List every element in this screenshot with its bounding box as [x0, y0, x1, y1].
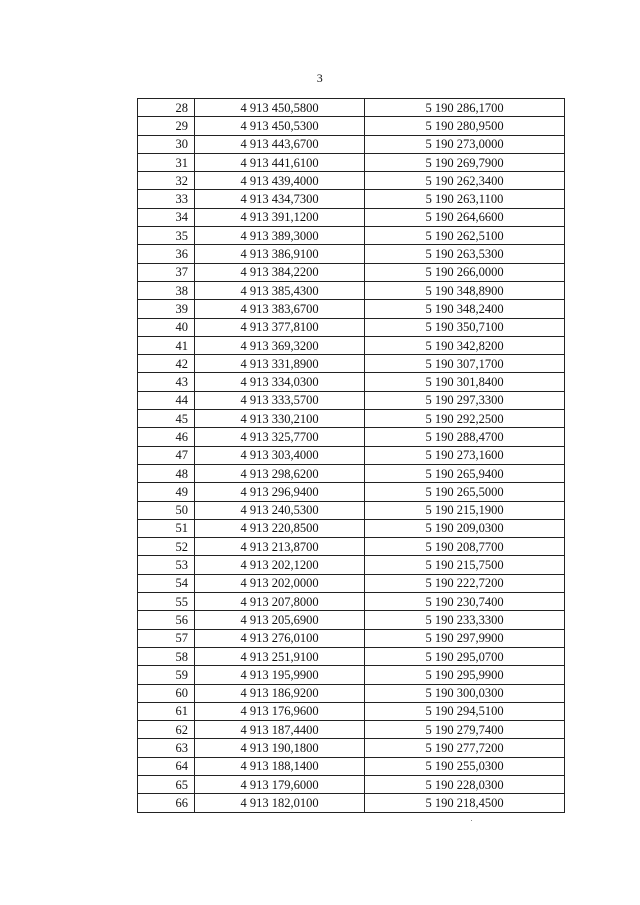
- page-number: 3: [316, 71, 324, 85]
- x-coordinate-cell: 4 913 188,1400: [195, 757, 365, 775]
- x-coordinate-cell: 4 913 385,4300: [195, 281, 365, 299]
- x-coordinate-cell: 4 913 186,9200: [195, 684, 365, 702]
- point-number-cell: 59: [138, 666, 195, 684]
- point-number-cell: 43: [138, 373, 195, 391]
- x-coordinate-cell: 4 913 205,6900: [195, 611, 365, 629]
- point-number-cell: 60: [138, 684, 195, 702]
- y-coordinate-cell: 5 190 222,7200: [365, 574, 565, 592]
- point-number-cell: 52: [138, 538, 195, 556]
- y-coordinate-cell: 5 190 350,7100: [365, 318, 565, 336]
- x-coordinate-cell: 4 913 441,6100: [195, 153, 365, 171]
- point-number-cell: 49: [138, 483, 195, 501]
- x-coordinate-cell: 4 913 386,9100: [195, 245, 365, 263]
- table-row: [138, 629, 565, 647]
- table-row: [138, 281, 565, 299]
- table-row: [138, 336, 565, 354]
- point-number-cell: 47: [138, 446, 195, 464]
- y-coordinate-cell: 5 190 295,9900: [365, 666, 565, 684]
- coordinates-table-body: [138, 99, 565, 813]
- point-number-cell: 61: [138, 702, 195, 720]
- y-coordinate-cell: 5 190 265,9400: [365, 464, 565, 482]
- point-number-cell: 55: [138, 593, 195, 611]
- y-coordinate-cell: 5 190 233,3300: [365, 611, 565, 629]
- y-coordinate-cell: 5 190 307,1700: [365, 355, 565, 373]
- x-coordinate-cell: 4 913 389,3000: [195, 227, 365, 245]
- y-coordinate-cell: 5 190 265,5000: [365, 483, 565, 501]
- point-number-cell: 28: [138, 99, 195, 117]
- y-coordinate-cell: 5 190 342,8200: [365, 336, 565, 354]
- point-number-cell: 41: [138, 336, 195, 354]
- y-coordinate-cell: 5 190 280,9500: [365, 117, 565, 135]
- y-coordinate-cell: 5 190 263,1100: [365, 190, 565, 208]
- table-row: [138, 666, 565, 684]
- table-row: [138, 647, 565, 665]
- y-coordinate-cell: 5 190 279,7400: [365, 721, 565, 739]
- table-row: [138, 702, 565, 720]
- y-coordinate-cell: 5 190 288,4700: [365, 428, 565, 446]
- table-row: [138, 446, 565, 464]
- y-coordinate-cell: 5 190 269,7900: [365, 153, 565, 171]
- table-row: [138, 208, 565, 226]
- point-number-cell: 48: [138, 464, 195, 482]
- point-number-cell: 31: [138, 153, 195, 171]
- table-row: [138, 519, 565, 537]
- y-coordinate-cell: 5 190 215,1900: [365, 501, 565, 519]
- table-row: [138, 483, 565, 501]
- table-row: [138, 318, 565, 336]
- table-row: [138, 721, 565, 739]
- x-coordinate-cell: 4 913 187,4400: [195, 721, 365, 739]
- point-number-cell: 30: [138, 135, 195, 153]
- y-coordinate-cell: 5 190 294,5100: [365, 702, 565, 720]
- y-coordinate-cell: 5 190 297,9900: [365, 629, 565, 647]
- point-number-cell: 51: [138, 519, 195, 537]
- table-row: [138, 593, 565, 611]
- table-row: [138, 300, 565, 318]
- x-coordinate-cell: 4 913 333,5700: [195, 391, 365, 409]
- y-coordinate-cell: 5 190 292,2500: [365, 410, 565, 428]
- y-coordinate-cell: 5 190 230,7400: [365, 593, 565, 611]
- table-row: [138, 410, 565, 428]
- y-coordinate-cell: 5 190 208,7700: [365, 538, 565, 556]
- point-number-cell: 46: [138, 428, 195, 446]
- x-coordinate-cell: 4 913 330,2100: [195, 410, 365, 428]
- x-coordinate-cell: 4 913 383,6700: [195, 300, 365, 318]
- point-number-cell: 45: [138, 410, 195, 428]
- table-row: [138, 428, 565, 446]
- x-coordinate-cell: 4 913 251,9100: [195, 647, 365, 665]
- point-number-cell: 53: [138, 556, 195, 574]
- x-coordinate-cell: 4 913 331,8900: [195, 355, 365, 373]
- x-coordinate-cell: 4 913 369,3200: [195, 336, 365, 354]
- x-coordinate-cell: 4 913 276,0100: [195, 629, 365, 647]
- point-number-cell: 44: [138, 391, 195, 409]
- table-row: [138, 538, 565, 556]
- x-coordinate-cell: 4 913 195,9900: [195, 666, 365, 684]
- table-row: [138, 556, 565, 574]
- y-coordinate-cell: 5 190 263,5300: [365, 245, 565, 263]
- point-number-cell: 56: [138, 611, 195, 629]
- table-row: [138, 172, 565, 190]
- y-coordinate-cell: 5 190 209,0300: [365, 519, 565, 537]
- y-coordinate-cell: 5 190 266,0000: [365, 263, 565, 281]
- x-coordinate-cell: 4 913 298,6200: [195, 464, 365, 482]
- table-row: [138, 263, 565, 281]
- x-coordinate-cell: 4 913 213,8700: [195, 538, 365, 556]
- table-row: [138, 501, 565, 519]
- x-coordinate-cell: 4 913 439,4000: [195, 172, 365, 190]
- point-number-cell: 35: [138, 227, 195, 245]
- point-number-cell: 32: [138, 172, 195, 190]
- y-coordinate-cell: 5 190 215,7500: [365, 556, 565, 574]
- y-coordinate-cell: 5 190 273,1600: [365, 446, 565, 464]
- point-number-cell: 42: [138, 355, 195, 373]
- point-number-cell: 38: [138, 281, 195, 299]
- table-row: [138, 464, 565, 482]
- x-coordinate-cell: 4 913 202,1200: [195, 556, 365, 574]
- x-coordinate-cell: 4 913 190,1800: [195, 739, 365, 757]
- x-coordinate-cell: 4 913 240,5300: [195, 501, 365, 519]
- table-row: [138, 739, 565, 757]
- point-number-cell: 66: [138, 794, 195, 812]
- point-number-cell: 40: [138, 318, 195, 336]
- point-number-cell: 39: [138, 300, 195, 318]
- y-coordinate-cell: 5 190 255,0300: [365, 757, 565, 775]
- table-row: [138, 355, 565, 373]
- y-coordinate-cell: 5 190 277,7200: [365, 739, 565, 757]
- y-coordinate-cell: 5 190 228,0300: [365, 775, 565, 793]
- x-coordinate-cell: 4 913 220,8500: [195, 519, 365, 537]
- scan-speck: [471, 820, 472, 821]
- x-coordinate-cell: 4 913 179,6000: [195, 775, 365, 793]
- y-coordinate-cell: 5 190 273,0000: [365, 135, 565, 153]
- x-coordinate-cell: 4 913 434,7300: [195, 190, 365, 208]
- table-row: [138, 99, 565, 117]
- table-row: [138, 684, 565, 702]
- x-coordinate-cell: 4 913 296,9400: [195, 483, 365, 501]
- x-coordinate-cell: 4 913 334,0300: [195, 373, 365, 391]
- point-number-cell: 62: [138, 721, 195, 739]
- x-coordinate-cell: 4 913 207,8000: [195, 593, 365, 611]
- table-row: [138, 135, 565, 153]
- table-row: [138, 190, 565, 208]
- point-number-cell: 34: [138, 208, 195, 226]
- table-row: [138, 373, 565, 391]
- point-number-cell: 57: [138, 629, 195, 647]
- table-row: [138, 757, 565, 775]
- y-coordinate-cell: 5 190 218,4500: [365, 794, 565, 812]
- x-coordinate-cell: 4 913 450,5800: [195, 99, 365, 117]
- table-row: [138, 245, 565, 263]
- table-row: [138, 775, 565, 793]
- y-coordinate-cell: 5 190 300,0300: [365, 684, 565, 702]
- y-coordinate-cell: 5 190 348,2400: [365, 300, 565, 318]
- point-number-cell: 63: [138, 739, 195, 757]
- point-number-cell: 58: [138, 647, 195, 665]
- table-row: [138, 153, 565, 171]
- x-coordinate-cell: 4 913 384,2200: [195, 263, 365, 281]
- point-number-cell: 33: [138, 190, 195, 208]
- y-coordinate-cell: 5 190 262,5100: [365, 227, 565, 245]
- point-number-cell: 54: [138, 574, 195, 592]
- x-coordinate-cell: 4 913 202,0000: [195, 574, 365, 592]
- y-coordinate-cell: 5 190 301,8400: [365, 373, 565, 391]
- table-row: [138, 391, 565, 409]
- point-number-cell: 37: [138, 263, 195, 281]
- y-coordinate-cell: 5 190 297,3300: [365, 391, 565, 409]
- y-coordinate-cell: 5 190 348,8900: [365, 281, 565, 299]
- coordinates-table: [137, 98, 565, 813]
- y-coordinate-cell: 5 190 262,3400: [365, 172, 565, 190]
- x-coordinate-cell: 4 913 182,0100: [195, 794, 365, 812]
- x-coordinate-cell: 4 913 377,8100: [195, 318, 365, 336]
- x-coordinate-cell: 4 913 176,9600: [195, 702, 365, 720]
- point-number-cell: 36: [138, 245, 195, 263]
- point-number-cell: 64: [138, 757, 195, 775]
- x-coordinate-cell: 4 913 303,4000: [195, 446, 365, 464]
- point-number-cell: 65: [138, 775, 195, 793]
- table-row: [138, 794, 565, 812]
- x-coordinate-cell: 4 913 325,7700: [195, 428, 365, 446]
- y-coordinate-cell: 5 190 264,6600: [365, 208, 565, 226]
- table-row: [138, 574, 565, 592]
- x-coordinate-cell: 4 913 450,5300: [195, 117, 365, 135]
- point-number-cell: 29: [138, 117, 195, 135]
- y-coordinate-cell: 5 190 295,0700: [365, 647, 565, 665]
- point-number-cell: 50: [138, 501, 195, 519]
- table-row: [138, 117, 565, 135]
- table-row: [138, 611, 565, 629]
- table-row: [138, 227, 565, 245]
- y-coordinate-cell: 5 190 286,1700: [365, 99, 565, 117]
- x-coordinate-cell: 4 913 443,6700: [195, 135, 365, 153]
- x-coordinate-cell: 4 913 391,1200: [195, 208, 365, 226]
